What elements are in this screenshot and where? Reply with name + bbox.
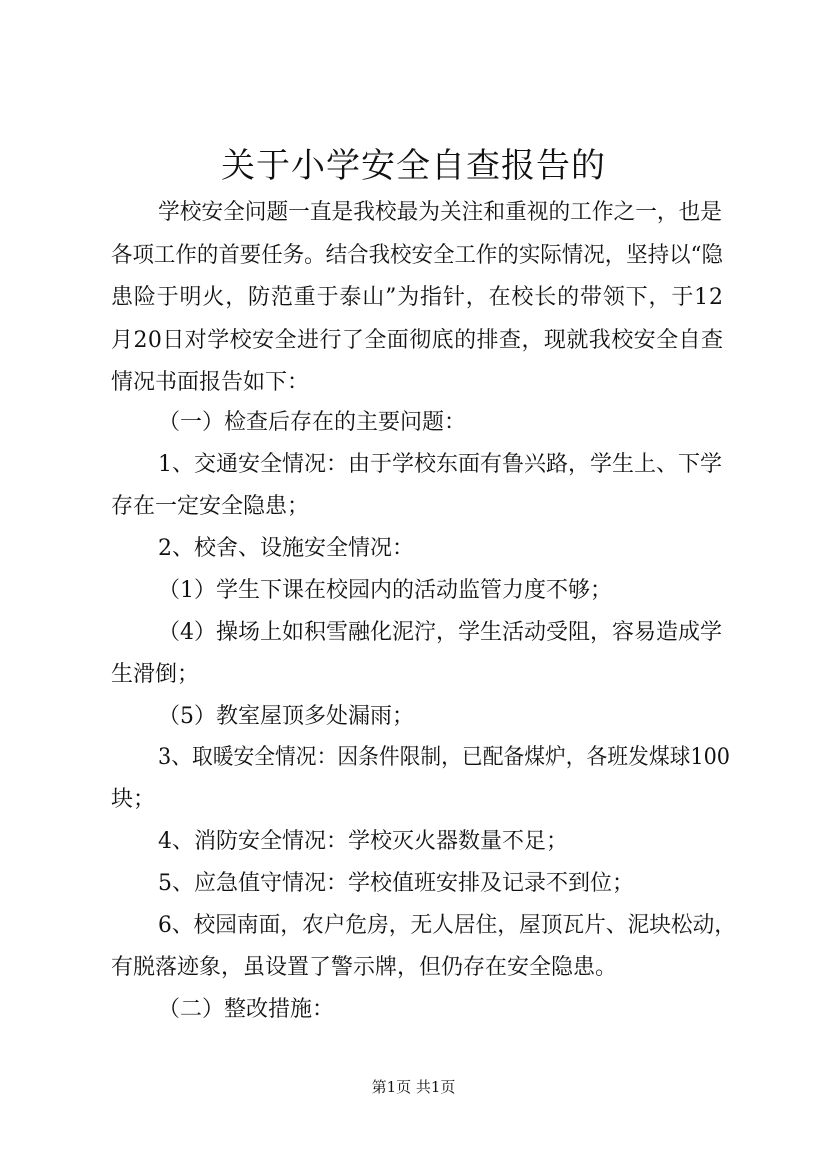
body-line: （4）操场上如积雪融化泥泞，学生活动受阻，容易造成学	[158, 620, 722, 645]
document-title: 关于小学安全自查报告的	[221, 146, 606, 186]
body-line: 5、应急值守情况：学校值班安排及记录不到位；	[158, 871, 634, 896]
body-line: 生滑倒；	[111, 662, 200, 687]
body-line: 6、校园南面，农户危房，无人居住，屋顶瓦片、泥块松动，	[158, 913, 736, 938]
body-line: 月20日对学校安全进行了全面彻底的排查，现就我校安全自查	[111, 328, 724, 353]
body-line: 有脱落迹象，虽设置了警示牌，但仍存在安全隐患。	[111, 955, 618, 980]
body-line: （5）教室屋顶多处漏雨；	[158, 704, 414, 729]
page-footer: 第1页 共1页	[371, 1078, 456, 1096]
body-line: 学校安全问题一直是我校最为关注和重视的工作之一，也是	[158, 200, 722, 225]
body-line: 4、消防安全情况：学校灭火器数量不足；	[158, 829, 568, 854]
body-line: 3、取暖安全情况：因条件限制，已配备煤炉，各班发煤球100	[158, 745, 730, 770]
section-heading: （二）整改措施：	[158, 997, 335, 1022]
body-line: （1）学生下课在校园内的活动监管力度不够；	[158, 578, 612, 603]
body-line: 存在一定安全隐患；	[111, 494, 310, 519]
body-line: 患险于明火，防范重于泰山”为指针，在校长的带领下，于12	[111, 285, 724, 310]
body-line: 块；	[111, 787, 156, 812]
section-heading: （一）检查后存在的主要问题：	[158, 410, 467, 435]
body-line: 各项工作的首要任务。结合我校安全工作的实际情况，坚持以“隐	[111, 243, 723, 268]
body-line: 1、交通安全情况：由于学校东面有鲁兴路，学生上、下学	[158, 452, 722, 477]
body-line: 情况书面报告如下：	[111, 370, 310, 395]
body-line: 2、校舍、设施安全情况：	[158, 536, 414, 561]
